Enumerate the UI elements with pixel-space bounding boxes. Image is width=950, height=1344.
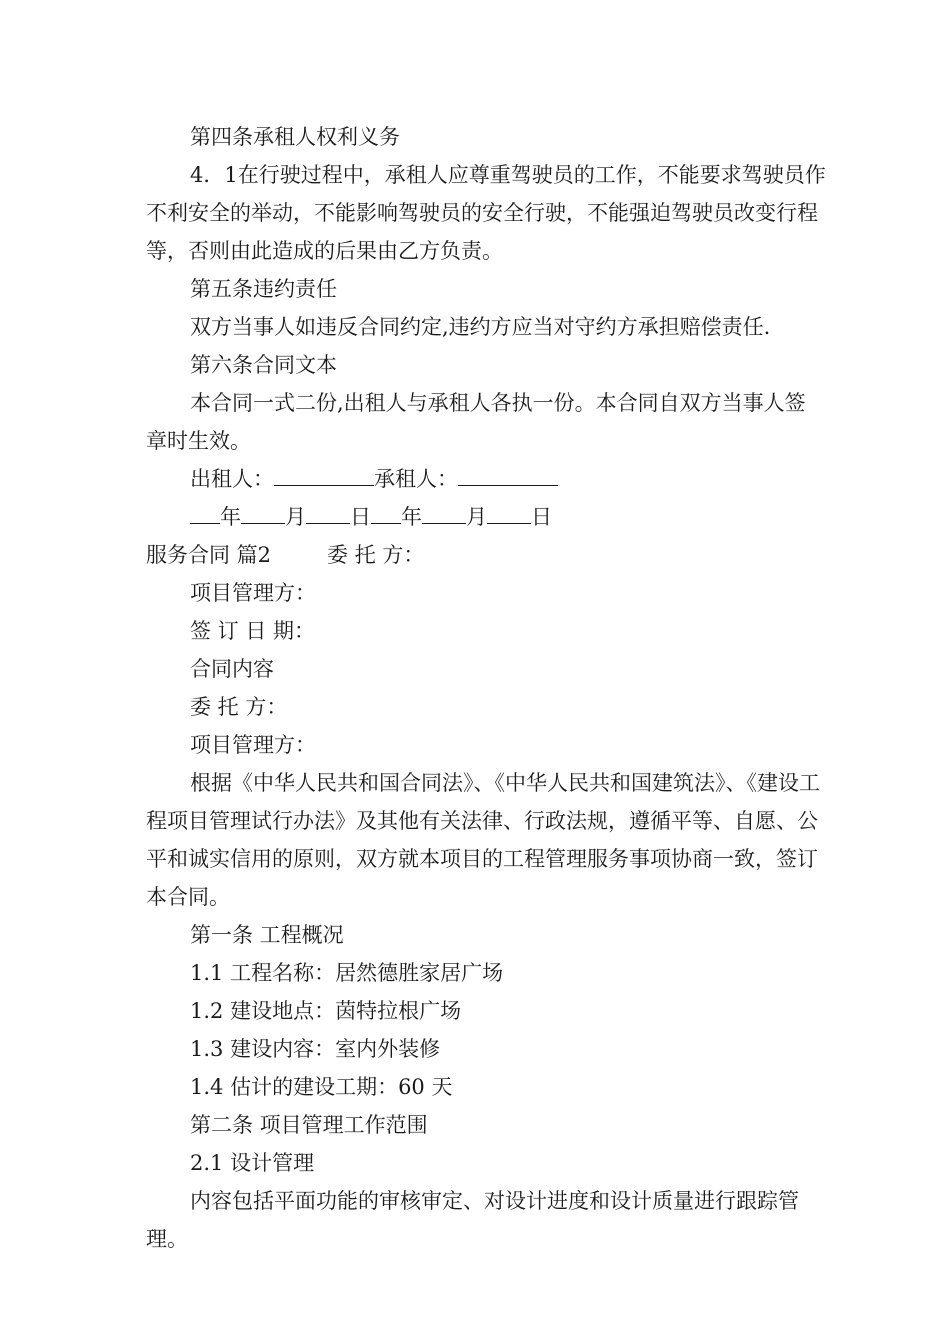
pm-label-2: 项目管理方： (190, 733, 316, 757)
contents-label: 合同内容 (190, 657, 274, 681)
pm-label: 项目管理方： (190, 581, 316, 605)
day-blank-2 (487, 503, 531, 524)
article-4-paragraph: 4．1在行驶过程中，承租人应尊重驾驶员的工作，不能要求驾驶员作不利安全的举动，不能影响驾驶员的安全行驶，不能强迫驾驶员改变行程等，否则由此造成的后果由乙方负责。 (146, 163, 826, 263)
part-2-title: 服务合同 篇2 (146, 543, 272, 567)
clause-2-1-paragraph: 内容包括平面功能的审核审定、对设计进度和设计质量进行跟踪管理。 (146, 1189, 799, 1251)
lessee-label: 承租人： (374, 467, 458, 491)
article-5-paragraph: 双方当事人如违反合同约定,违约方应当对守约方承担赔偿责任. (190, 315, 771, 339)
clause-1-1: 1.1 工程名称：居然德胜家居广场 (190, 961, 504, 985)
lessor-blank (274, 465, 374, 486)
article-5-title: 第五条违约责任 (190, 277, 337, 301)
signature-line (146, 460, 826, 498)
year-blank (190, 503, 220, 524)
clause-1-title: 第一条 工程概况 (190, 923, 344, 947)
article-6-title: 第六条合同文本 (190, 353, 337, 377)
year-label: 年 (220, 505, 241, 529)
day-blank (306, 503, 350, 524)
month-label-2: 月 (466, 505, 487, 529)
day-label: 日 (350, 505, 371, 529)
year-blank-2 (371, 503, 401, 524)
article-4-title: 第四条承租人权利义务 (190, 125, 400, 149)
lessor-label: 出租人： (190, 467, 274, 491)
day-label-2: 日 (531, 505, 552, 529)
month-blank (241, 503, 285, 524)
month-label: 月 (285, 505, 306, 529)
date-line (146, 498, 826, 536)
clause-2-title: 第二条 项目管理工作范围 (190, 1113, 428, 1137)
sign-date-label: 签 订 日 期： (190, 619, 316, 643)
client-label-2: 委 托 方： (190, 695, 288, 719)
client-label: 委 托 方： (327, 543, 425, 567)
clause-1-2: 1.2 建设地点：茵特拉根广场 (190, 999, 462, 1023)
month-blank-2 (422, 503, 466, 524)
article-6-paragraph: 本合同一式二份,出租人与承租人各执一份。本合同自双方当事人签章时生效。 (146, 391, 806, 453)
document-body (146, 118, 826, 1258)
clause-2-1: 2.1 设计管理 (190, 1151, 315, 1175)
year-label-2: 年 (401, 505, 422, 529)
clause-1-4: 1.4 估计的建设工期：60 天 (190, 1075, 453, 1099)
clause-1-3: 1.3 建设内容：室内外装修 (190, 1037, 441, 1061)
part-2-heading-line (146, 536, 826, 574)
lessee-blank (458, 465, 558, 486)
preamble-paragraph: 根据《中华人民共和国合同法》、《中华人民共和国建筑法》、《建设工程项目管理试行办法》及其他有关法律、行政法规，遵循平等、自愿、公平和诚实信用的原则，双方就本项目的工程管理服务事项协商一致，签订本合同。 (146, 771, 820, 909)
